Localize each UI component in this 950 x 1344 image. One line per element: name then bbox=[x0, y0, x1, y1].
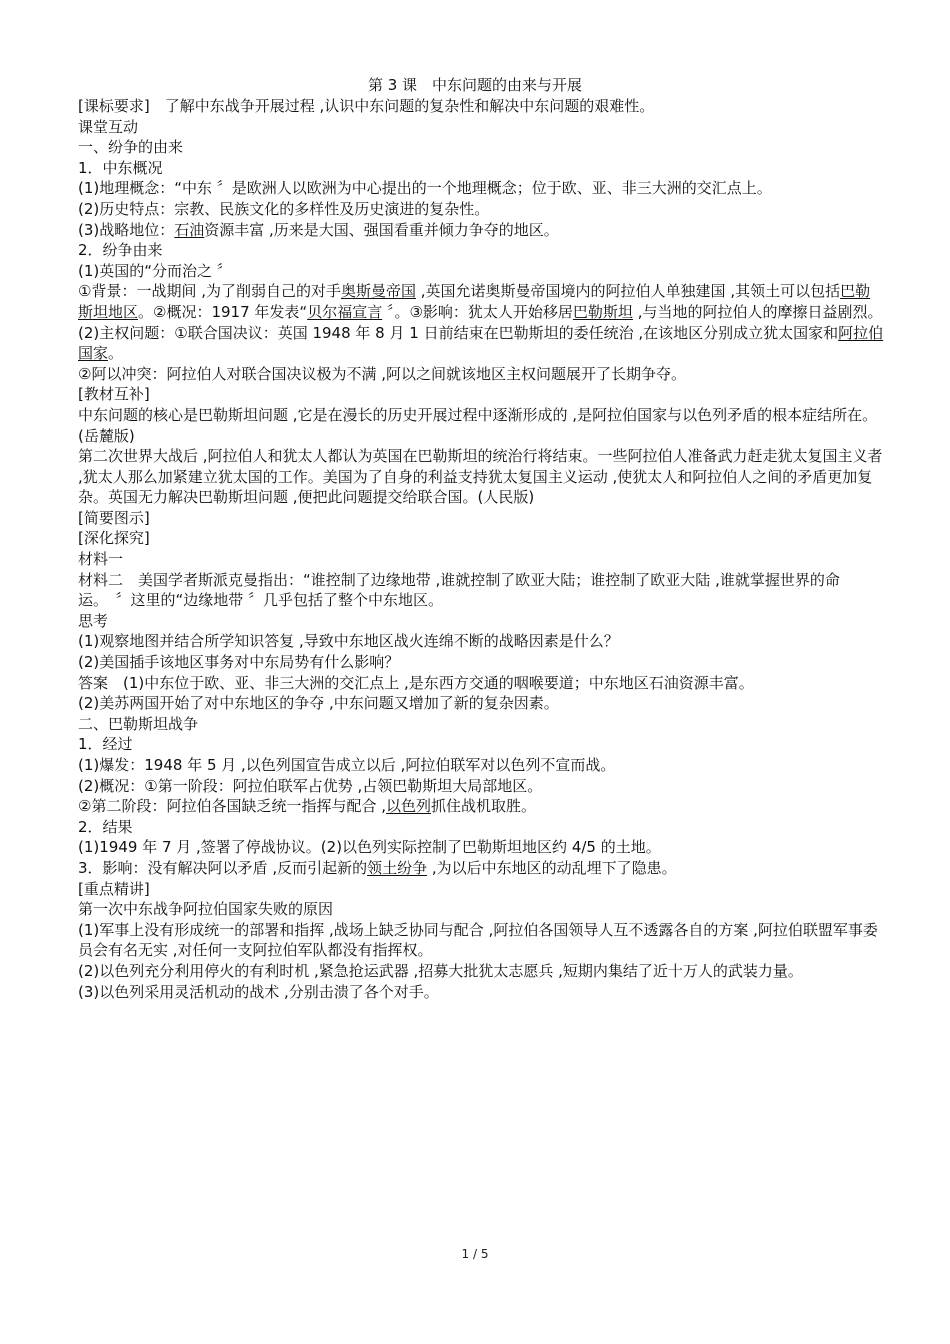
underlined-term: 奥斯曼帝国 bbox=[341, 282, 417, 301]
underlined-term: 巴勒斯坦 bbox=[572, 302, 633, 321]
subheading-middle-east-overview: 1．中东概况 bbox=[78, 158, 163, 177]
paragraph-overview-phase-one: (2)概况：①第一阶段：阿拉伯联军占优势 ,占领巴勒斯坦大局部地区。 bbox=[78, 776, 543, 795]
paragraph-background: ①背景：一战期间 ,为了削弱自己的对手奥斯曼帝国 ,英国允诺奥斯曼帝国境内的阿拉伯人单独建国 ,其领土可以包括巴勒斯坦地区。②概况：1917 年发表“贝尔福宣言 〞。③影响：犹太人开始移居巴勒斯坦 ,与当地的阿拉伯人的摩擦日益剧烈。 bbox=[78, 282, 883, 321]
subheading-course: 1．经过 bbox=[78, 735, 133, 754]
paragraph-divide-and-rule: (1)英国的“分而治之 〞 bbox=[78, 261, 232, 280]
reason-3: (3)以色列采用灵活机动的战术 ,分别击溃了各个对手。 bbox=[78, 982, 439, 1001]
section-label-think: 思考 bbox=[78, 611, 109, 630]
underlined-term: 巴勒斯坦地区 bbox=[78, 282, 871, 321]
paragraph-armistice: (1)1949 年 7 月 ,签署了停战协议。(2)以色列实际控制了巴勒斯坦地区约 4/5 的土地。 bbox=[78, 838, 661, 857]
underlined-term: 贝尔福宣言 bbox=[307, 302, 383, 321]
paragraph-post-ww2: 第二次世界大战后 ,阿拉伯人和犹太人都认为英国在巴勒斯坦的统治行将结束。一些阿拉伯人准备武力赶走犹太复国主义者 ,犹太人那么加紧建立犹太国的工作。美国为了自身的利益支持犹太复国主义运动 ,使犹太人和阿拉伯人之间的矛盾更加复杂。英国无力解决巴勒斯坦问题 ,便把此问题提交给联合国。(人民版) bbox=[78, 447, 883, 507]
section-label-class-interaction: 课堂互动 bbox=[78, 117, 139, 136]
heading-origin-of-dispute: 一、纷争的由来 bbox=[78, 138, 184, 157]
underlined-term: 领土纷争 bbox=[367, 858, 428, 877]
question-2: (2)美国插手该地区事务对中东局势有什么影响？ bbox=[78, 653, 400, 672]
paragraph-strategic-position: (3)战略地位：石油资源丰富 ,历来是大国、强国看重并倾力争夺的地区。 bbox=[78, 220, 559, 239]
subheading-dispute-origin: 2．纷争由来 bbox=[78, 241, 163, 260]
section-label-deep-inquiry: [深化探究] bbox=[78, 529, 150, 548]
reason-1: (1)军事上没有形成统一的部署和指挥 ,战场上缺乏协同与配合 ,阿拉伯各国领导人互不透露各自的方案 ,阿拉伯联盟军事委员会有名无实 ,对任何一支阿拉伯军队都没有指挥权。 bbox=[78, 920, 878, 960]
paragraph-arab-israeli-conflict: ②阿以冲突：阿拉伯人对联合国决议极为不满 ,阿以之间就该地区主权问题展开了长期争夺。 bbox=[78, 364, 686, 383]
paragraph-history-features: (2)历史特点：宗教、民族文化的多样性及历史演进的复杂性。 bbox=[78, 199, 490, 218]
subheading-result: 2．结果 bbox=[78, 817, 133, 836]
lesson-title: 第 3 课 中东问题的由来与开展 bbox=[367, 76, 583, 94]
paragraph-impact: 3．影响：没有解决阿以矛盾 ,反而引起新的领土纷争 ,为以后中东地区的动乱埋下了隐患。 bbox=[78, 858, 677, 877]
section-label-key-points: [重点精讲] bbox=[78, 879, 150, 898]
page-number: 1 / 5 bbox=[461, 1247, 489, 1261]
paragraph-core-issue: 中东问题的核心是巴勒斯坦问题 ,它是在漫长的历史开展过程中逐渐形成的 ,是阿拉伯国家与以色列矛盾的根本症结所在。(岳麓版) bbox=[78, 405, 878, 445]
curriculum-requirement: [课标要求] 了解中东战争开展过程 ,认识中东问题的复杂性和解决中东问题的艰难性。 bbox=[78, 97, 655, 115]
reason-2: (2)以色列充分利用停火的有利时机 ,紧急抢运武器 ,招募大批犹太志愿兵 ,短期内集结了近十万人的武装力量。 bbox=[78, 961, 803, 980]
answer-2: (2)美苏两国开始了对中东地区的争夺 ,中东问题又增加了新的复杂因素。 bbox=[78, 694, 559, 713]
underlined-term: 石油 bbox=[174, 220, 205, 239]
paragraph-failure-reasons-title: 第一次中东战争阿拉伯国家失败的原因 bbox=[78, 900, 334, 919]
heading-palestine-war: 二、巴勒斯坦战争 bbox=[78, 714, 199, 733]
paragraph-outbreak: (1)爆发：1948 年 5 月 ,以色列国宣告成立以后 ,阿拉伯联军对以色列不宣而战。 bbox=[78, 756, 616, 774]
section-label-brief-diagram: [简要图示] bbox=[78, 508, 150, 527]
underlined-term: 以色列 bbox=[386, 797, 432, 816]
paragraph-sovereignty: (2)主权问题：①联合国决议：英国 1948 年 8 月 1 日前结束在巴勒斯坦的委任统治 ,在该地区分别成立犹太国家和阿拉伯国家。 bbox=[78, 323, 884, 363]
document-body bbox=[78, 96, 884, 1002]
material-one-label: 材料一 bbox=[78, 550, 124, 569]
answer-1: 答案 (1)中东位于欧、亚、非三大洲的交汇点上 ,是东西方交通的咽喉要道；中东地区石油资源丰富。 bbox=[78, 673, 754, 692]
section-label-textbook-supplement: [教材互补] bbox=[78, 385, 150, 404]
underlined-term: 阿拉伯国家 bbox=[78, 323, 884, 363]
material-two: 材料二 美国学者斯派克曼指出：“谁控制了边缘地带 ,谁就控制了欧亚大陆；谁控制了欧亚大陆 ,谁就掌握世界的命运。 〞这里的“边缘地带 〞几乎包括了整个中东地区。 bbox=[78, 570, 840, 610]
paragraph-phase-two: ②第二阶段：阿拉伯各国缺乏统一指挥与配合 ,以色列抓住战机取胜。 bbox=[78, 797, 537, 816]
paragraph-geo-concept: (1)地理概念：“中东 〞是欧洲人以欧洲为中心提出的一个地理概念；位于欧、亚、非三大洲的交汇点上。 bbox=[78, 179, 772, 198]
question-1: (1)观察地图并结合所学知识答复 ,导致中东地区战火连绵不断的战略因素是什么？ bbox=[78, 632, 619, 651]
